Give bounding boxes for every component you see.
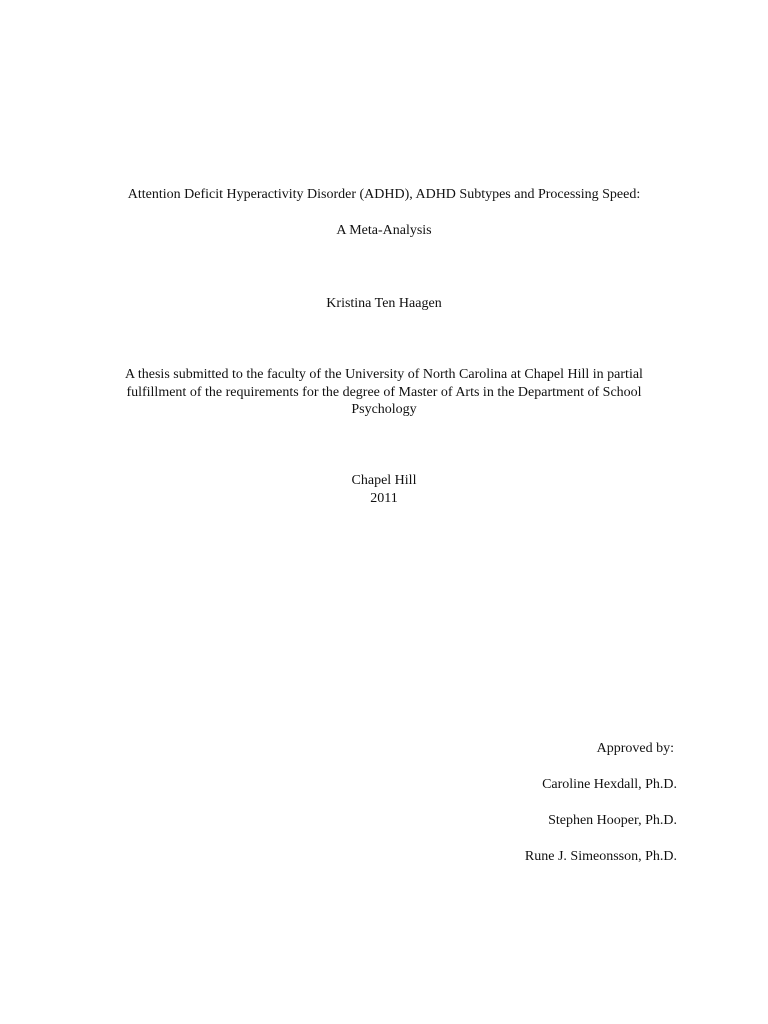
thesis-title-line-2: A Meta-Analysis (336, 223, 432, 238)
approver-2: Stephen Hooper, Ph.D. (548, 813, 677, 828)
year: 2011 (370, 490, 398, 506)
thesis-statement-line-2: fulfillment of the requirements for the degree of Master of Arts in the Department of School (126, 384, 642, 400)
place-and-year (0, 472, 768, 507)
thesis-statement (0, 366, 768, 419)
approved-by-label: Approved by: (596, 741, 674, 756)
author-name: Kristina Ten Haagen (326, 296, 442, 311)
thesis-title-line-1: Attention Deficit Hyperactivity Disorder (ADHD), ADHD Subtypes and Processing Speed: (127, 187, 641, 202)
thesis-statement-line-3: Psychology (351, 402, 417, 417)
approver-1: Caroline Hexdall, Ph.D. (542, 777, 677, 792)
approver-3: Rune J. Simeonsson, Ph.D. (524, 849, 677, 864)
place: Chapel Hill (351, 473, 417, 488)
thesis-statement-line-1: A thesis submitted to the faculty of the University of North Carolina at Chapel Hill in partial (125, 367, 643, 382)
